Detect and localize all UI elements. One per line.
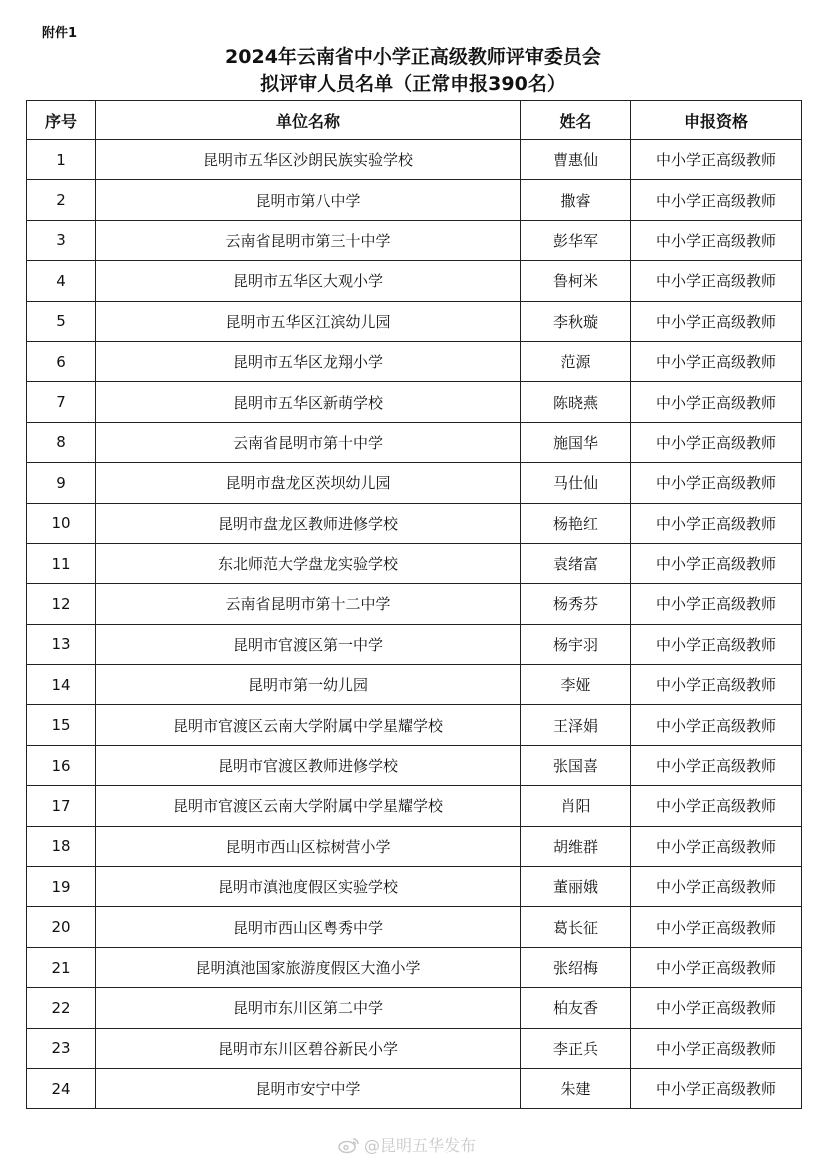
weibo-icon (338, 1136, 360, 1154)
cell-qualification: 中小学正高级教师 (631, 503, 802, 543)
cell-index: 17 (27, 786, 96, 826)
table-row (27, 665, 802, 705)
cell-index: 23 (27, 1028, 96, 1068)
table-row (27, 947, 802, 987)
table-row (27, 382, 802, 422)
cell-organization: 昆明市安宁中学 (96, 1068, 521, 1108)
cell-name: 范源 (521, 341, 631, 381)
table-row (27, 140, 802, 180)
table-header-row (27, 101, 802, 140)
cell-name: 李娅 (521, 665, 631, 705)
cell-name: 李正兵 (521, 1028, 631, 1068)
cell-qualification: 中小学正高级教师 (631, 745, 802, 785)
cell-index: 13 (27, 624, 96, 664)
cell-qualification: 中小学正高级教师 (631, 826, 802, 866)
table-row (27, 786, 802, 826)
cell-index: 11 (27, 543, 96, 583)
cell-qualification: 中小学正高级教师 (631, 220, 802, 260)
attachment-label: 附件1 (42, 26, 78, 41)
watermark-text: @昆明五华发布 (364, 1136, 477, 1155)
cell-name: 袁绪富 (521, 543, 631, 583)
cell-index: 15 (27, 705, 96, 745)
table-row (27, 584, 802, 624)
cell-name: 陈晓燕 (521, 382, 631, 422)
cell-name: 杨秀芬 (521, 584, 631, 624)
cell-qualification: 中小学正高级教师 (631, 422, 802, 462)
cell-name: 葛长征 (521, 907, 631, 947)
cell-organization: 昆明市滇池度假区实验学校 (96, 867, 521, 907)
cell-index: 21 (27, 947, 96, 987)
cell-index: 7 (27, 382, 96, 422)
cell-index: 5 (27, 301, 96, 341)
cell-index: 1 (27, 140, 96, 180)
cell-qualification: 中小学正高级教师 (631, 463, 802, 503)
table-row (27, 422, 802, 462)
cell-index: 16 (27, 745, 96, 785)
header-organization: 单位名称 (96, 101, 521, 140)
cell-organization: 云南省昆明市第三十中学 (96, 220, 521, 260)
cell-qualification: 中小学正高级教师 (631, 947, 802, 987)
cell-name: 朱建 (521, 1068, 631, 1108)
cell-name: 撒睿 (521, 180, 631, 220)
table-row (27, 705, 802, 745)
header-qualification: 申报资格 (631, 101, 802, 140)
cell-organization: 昆明市第一幼儿园 (96, 665, 521, 705)
cell-qualification: 中小学正高级教师 (631, 543, 802, 583)
cell-name: 施国华 (521, 422, 631, 462)
table-row (27, 341, 802, 381)
cell-name: 李秋璇 (521, 301, 631, 341)
cell-name: 彭华军 (521, 220, 631, 260)
cell-organization: 昆明市五华区新萌学校 (96, 382, 521, 422)
cell-organization: 昆明市西山区棕树营小学 (96, 826, 521, 866)
cell-organization: 云南省昆明市第十中学 (96, 422, 521, 462)
candidate-table (26, 100, 802, 1109)
cell-name: 柏友香 (521, 988, 631, 1028)
cell-index: 19 (27, 867, 96, 907)
cell-qualification: 中小学正高级教师 (631, 1028, 802, 1068)
document-title-line2: 拟评审人员名单（正常申报390名） (260, 73, 566, 95)
cell-organization: 昆明市东川区第二中学 (96, 988, 521, 1028)
cell-qualification: 中小学正高级教师 (631, 382, 802, 422)
cell-organization: 昆明市官渡区云南大学附属中学星耀学校 (96, 786, 521, 826)
cell-organization: 昆明滇池国家旅游度假区大渔小学 (96, 947, 521, 987)
cell-index: 24 (27, 1068, 96, 1108)
header-name: 姓名 (521, 101, 631, 140)
cell-index: 2 (27, 180, 96, 220)
cell-qualification: 中小学正高级教师 (631, 786, 802, 826)
cell-qualification: 中小学正高级教师 (631, 301, 802, 341)
cell-name: 张国喜 (521, 745, 631, 785)
cell-organization: 东北师范大学盘龙实验学校 (96, 543, 521, 583)
cell-index: 4 (27, 261, 96, 301)
cell-name: 王泽娟 (521, 705, 631, 745)
table-row (27, 180, 802, 220)
table-row (27, 745, 802, 785)
table-row (27, 543, 802, 583)
cell-name: 鲁柯米 (521, 261, 631, 301)
cell-organization: 昆明市官渡区教师进修学校 (96, 745, 521, 785)
cell-name: 肖阳 (521, 786, 631, 826)
cell-index: 9 (27, 463, 96, 503)
cell-name: 张绍梅 (521, 947, 631, 987)
cell-organization: 昆明市官渡区云南大学附属中学星耀学校 (96, 705, 521, 745)
cell-qualification: 中小学正高级教师 (631, 180, 802, 220)
cell-index: 10 (27, 503, 96, 543)
table-row (27, 463, 802, 503)
table-row (27, 826, 802, 866)
cell-index: 6 (27, 341, 96, 381)
table-row (27, 503, 802, 543)
cell-qualification: 中小学正高级教师 (631, 584, 802, 624)
cell-name: 曹惠仙 (521, 140, 631, 180)
cell-index: 8 (27, 422, 96, 462)
cell-qualification: 中小学正高级教师 (631, 665, 802, 705)
table-row (27, 988, 802, 1028)
cell-organization: 昆明市五华区沙朗民族实验学校 (96, 140, 521, 180)
cell-index: 12 (27, 584, 96, 624)
table-row (27, 624, 802, 664)
cell-qualification: 中小学正高级教师 (631, 705, 802, 745)
table-row (27, 220, 802, 260)
cell-organization: 昆明市五华区江滨幼儿园 (96, 301, 521, 341)
cell-index: 14 (27, 665, 96, 705)
table-body (27, 140, 802, 1109)
cell-name: 杨宇羽 (521, 624, 631, 664)
cell-organization: 昆明市盘龙区教师进修学校 (96, 503, 521, 543)
cell-organization: 昆明市第八中学 (96, 180, 521, 220)
cell-organization: 昆明市盘龙区茨坝幼儿园 (96, 463, 521, 503)
table-row (27, 867, 802, 907)
table-row (27, 1028, 802, 1068)
watermark (338, 1133, 476, 1156)
table-row (27, 907, 802, 947)
table-row (27, 1068, 802, 1108)
cell-qualification: 中小学正高级教师 (631, 261, 802, 301)
cell-organization: 昆明市官渡区第一中学 (96, 624, 521, 664)
cell-organization: 昆明市五华区大观小学 (96, 261, 521, 301)
cell-index: 18 (27, 826, 96, 866)
cell-qualification: 中小学正高级教师 (631, 624, 802, 664)
cell-index: 22 (27, 988, 96, 1028)
table-row (27, 301, 802, 341)
cell-qualification: 中小学正高级教师 (631, 867, 802, 907)
cell-qualification: 中小学正高级教师 (631, 1068, 802, 1108)
cell-qualification: 中小学正高级教师 (631, 907, 802, 947)
cell-index: 3 (27, 220, 96, 260)
cell-name: 马仕仙 (521, 463, 631, 503)
document-title-line1: 2024年云南省中小学正高级教师评审委员会 (225, 46, 601, 68)
cell-qualification: 中小学正高级教师 (631, 341, 802, 381)
cell-organization: 昆明市东川区碧谷新民小学 (96, 1028, 521, 1068)
header-index: 序号 (27, 101, 96, 140)
cell-qualification: 中小学正高级教师 (631, 140, 802, 180)
cell-index: 20 (27, 907, 96, 947)
cell-organization: 云南省昆明市第十二中学 (96, 584, 521, 624)
cell-organization: 昆明市五华区龙翔小学 (96, 341, 521, 381)
cell-name: 董丽娥 (521, 867, 631, 907)
cell-qualification: 中小学正高级教师 (631, 988, 802, 1028)
cell-organization: 昆明市西山区粤秀中学 (96, 907, 521, 947)
cell-name: 杨艳红 (521, 503, 631, 543)
table-row (27, 261, 802, 301)
cell-name: 胡维群 (521, 826, 631, 866)
